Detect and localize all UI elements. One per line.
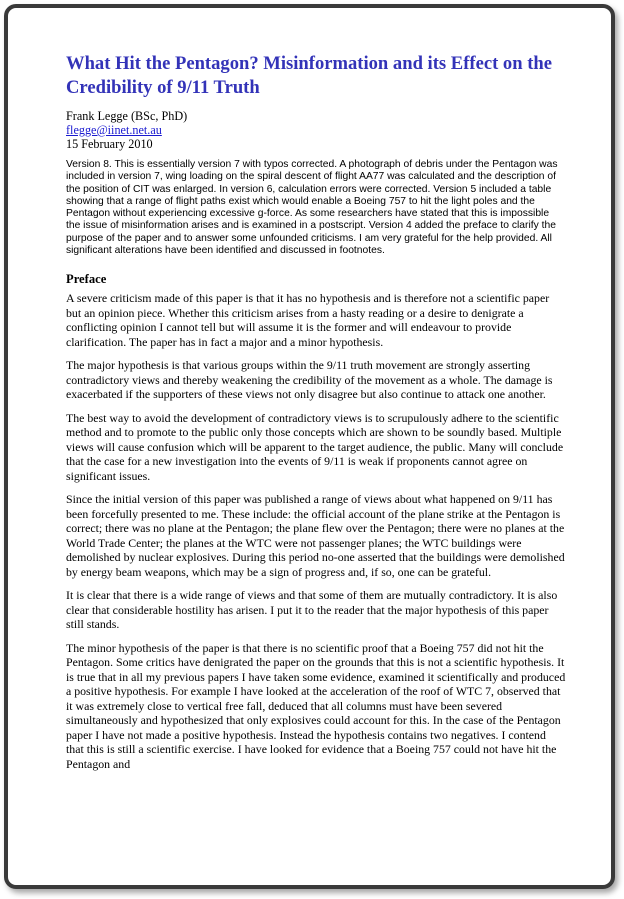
author-email-link[interactable]: flegge@iinet.net.au xyxy=(66,123,162,137)
publication-date: 15 February 2010 xyxy=(66,137,153,151)
preface-paragraph-3: The best way to avoid the development of contradictory views is to scrupulously adhere to the scientific method and to promote to the public only those concepts which are shown to be soundly based. Multiple views will cause confusion which will be apparent to the target audience, the public. Many will conclude that the case for a new investigation into the events of 9/11 is weak if proponents cannot agree on significant issues. xyxy=(66,410,564,483)
preface-paragraph-2: The major hypothesis is that various groups within the 9/11 truth movement are strongly asserting contradictory views and thereby weakening the credibility of the movement as a whole. The damage is exacerbated if the supporters of these views not only disagree but also continue to attack one another. xyxy=(66,358,553,402)
preface-paragraph-1: A severe criticism made of this paper is that it has no hypothesis and is therefore not a scientific paper but an opinion piece. Whether this criticism arises from a hasty reading or a desire to denigrate a conflicting opinion I cannot tell but will assume it is the former and will endeavour to provide clarification. The paper has in fact a major and a minor hypothesis. xyxy=(66,291,550,349)
version-note: Version 8. This is essentially version 7 with typos corrected. A photograph of debris under the Pentagon was included in version 7, wing loading on the spiral descent of flight AA77 was calculated and the description of the position of CIT was enlarged. In version 6, calculation errors were corrected. Version 5 included a table showing that a range of flight paths exist which would enable a Boeing 757 to hit the light poles and the Pentagon without experiencing excessive g-force. As some researchers have stated that this is impossible the issue of misinformation arises and is examined in a postscript. Version 4 added the preface to clarify the purpose of the paper and to answer some unfounded criticisms. I am very grateful for the help provided. All significant alterations have been identified and discussed in footnotes. xyxy=(66,159,558,257)
document-title: What Hit the Pentagon? Misinformation and its Effect on the Credibility of 9/11 Truth xyxy=(66,53,552,98)
preface-paragraph-6: The minor hypothesis of the paper is that there is no scientific proof that a Boeing 757 did not hit the Pentagon. Some critics have denigrated the paper on the grounds that this is not a scientific hypothesis. It is true that in all my previous papers I have taken some evidence, examined it scientifically and produced a positive hypothesis. For example I have looked at the acceleration of the roof of WTC 7, observed that it was extremely close to vertical free fall, deduced that all columns must have been severed simultaneously and hypothesized that only explosives could account for this. In the case of the Pentagon paper I have not made a positive hypothesis. Instead the hypothesis contains two negatives. I contend that this is still a scientific exercise. I have looked for evidence that a Boeing 757 could not have hit the Pentagon and xyxy=(66,640,566,771)
preface-heading: Preface xyxy=(66,272,107,287)
author-name: Frank Legge (BSc, PhD) xyxy=(66,109,188,123)
preface-paragraph-5: It is clear that there is a wide range of views and that some of them are mutually contradictory. It is also clear that considerable hostility has arisen. I put it to the reader that the major hypothesis of this paper still stands. xyxy=(66,588,558,632)
document-page xyxy=(66,52,566,771)
preface-paragraph-4: Since the initial version of this paper was published a range of views about what happened on 9/11 has been forcefully presented to me. These include: the official account of the plane strike at the Pentagon is correct; there was no plane at the Pentagon; the plane flew over the Pentagon; there were no planes at the World Trade Center; the planes at the WTC were not passenger planes; the WTC buildings were demolished by nuclear explosives. During this period no-one asserted that the buildings were demolished by energy beam weapons, which may be a sign of progress and, if so, one can be grateful. xyxy=(66,492,565,579)
author-block xyxy=(66,109,566,151)
document-frame xyxy=(4,4,615,889)
